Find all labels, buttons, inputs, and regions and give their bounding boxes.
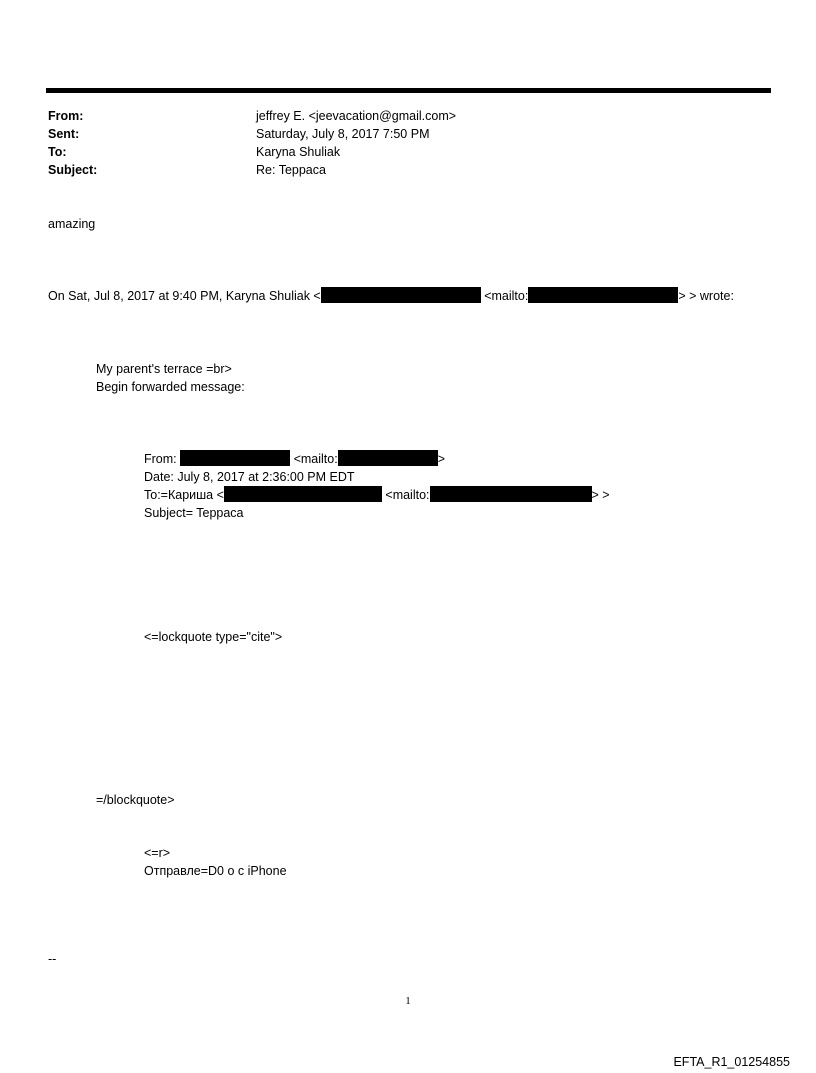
blockquote-open-line: <=lockquote type="cite"> — [144, 630, 283, 644]
subject-value: Re: Teppaca — [256, 163, 326, 177]
fwd-subject-line: Subject= Teppaca — [144, 506, 244, 520]
sent-value: Saturday, July 8, 2017 7:50 PM — [256, 127, 430, 141]
header-rule — [46, 88, 771, 93]
page-number: 1 — [405, 995, 411, 1007]
quote-intro-suffix: > > wrote: — [678, 289, 734, 303]
redaction-block — [224, 486, 382, 502]
forwarded-line: Begin forwarded message: — [96, 380, 245, 394]
fwd-from-suffix: > — [437, 452, 446, 466]
redaction-block — [321, 287, 481, 303]
to-value: Karyna Shuliak — [256, 145, 341, 159]
fwd-to-line — [144, 486, 610, 504]
quote-intro-prefix: On Sat, Jul 8, 2017 at 9:40 PM, Karyna Shuliak < — [48, 289, 321, 303]
fwd-from-mailto: <mailto: — [293, 452, 338, 466]
from-value: jeffrey E. <jeevacation@gmail.com> — [256, 109, 457, 123]
fwd-to-prefix: To:=Кариша < — [144, 488, 224, 502]
to-label: To: — [48, 145, 67, 159]
redaction-block — [430, 486, 592, 502]
sent-from-iphone-line: Отправле=D0 о с iPhone — [144, 864, 287, 878]
redaction-block — [338, 450, 438, 466]
subject-label: Subject: — [48, 163, 98, 177]
signature-dash: -- — [48, 952, 57, 966]
redaction-block — [180, 450, 290, 466]
from-label: From: — [48, 109, 84, 123]
fwd-from-prefix: From: — [144, 452, 181, 466]
fwd-from-line — [144, 450, 445, 468]
terrace-line: My parent's terrace =br> — [96, 362, 232, 376]
quote-intro-line — [48, 287, 734, 305]
fwd-to-suffix: > > — [591, 488, 610, 502]
sent-label: Sent: — [48, 127, 80, 141]
fwd-date-line: Date: July 8, 2017 at 2:36:00 PM EDT — [144, 470, 355, 484]
r-tag-line: <=r> — [144, 846, 171, 860]
redaction-block — [528, 287, 678, 303]
blockquote-close-line: =/blockquote> — [96, 793, 175, 807]
quote-intro-mailto: <mailto: — [484, 289, 529, 303]
bates-id: EFTA_R1_01254855 — [673, 1055, 790, 1069]
reply-text: amazing — [48, 217, 96, 231]
fwd-to-mailto: <mailto: — [385, 488, 430, 502]
